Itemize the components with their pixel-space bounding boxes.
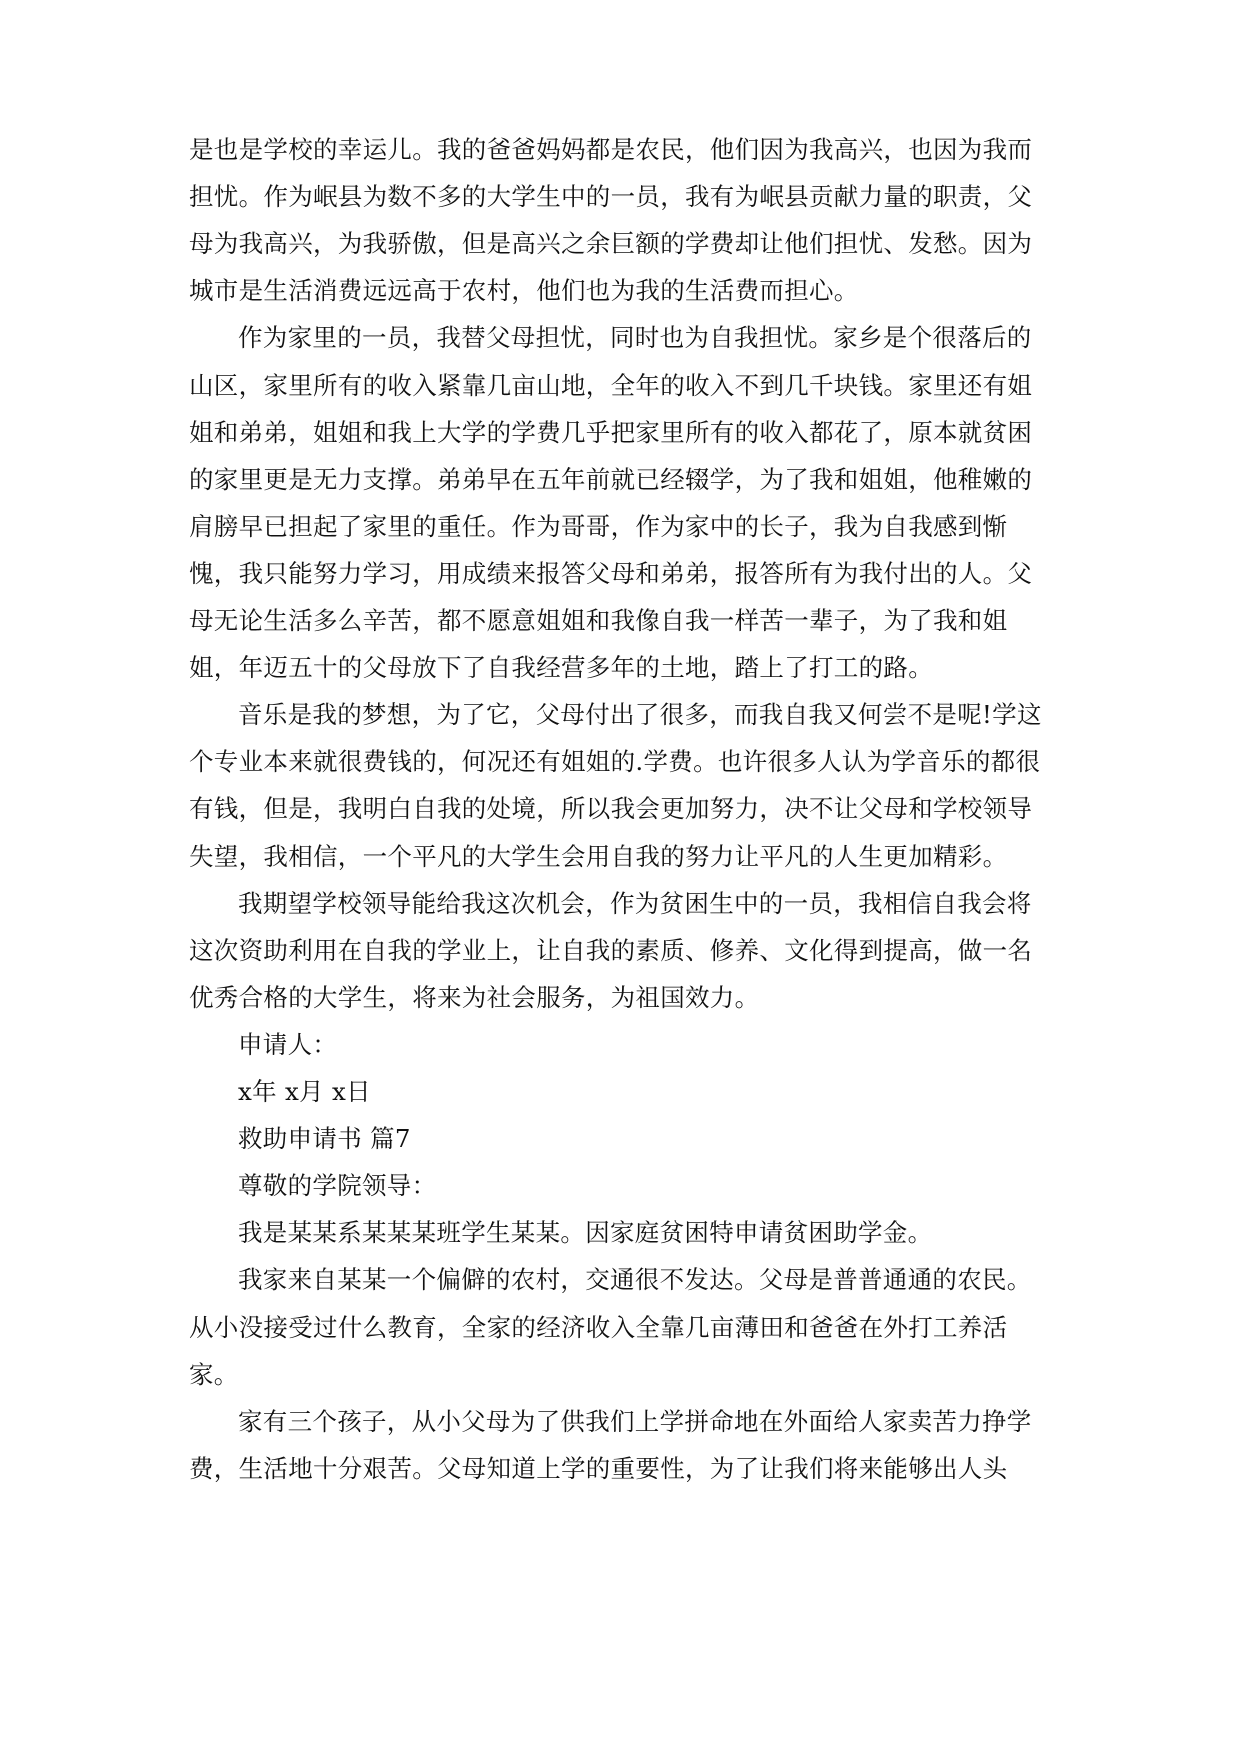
text-line: 姐，年迈五十的父母放下了自我经营多年的土地，踏上了打工的路。 xyxy=(189,653,933,683)
text-line: 我是某某系某某某班学生某某。因家庭贫困特申请贫困助学金。 xyxy=(238,1218,933,1248)
text-line: 这次资助利用在自我的学业上，让自我的素质、修养、文化得到提高，做一名 xyxy=(189,935,1033,965)
text-line: 救助申请书 篇7 xyxy=(238,1124,411,1154)
text-line: 我家来自某某一个偏僻的农村，交通很不发达。父母是普普通通的农民。 xyxy=(238,1265,1032,1295)
text-line: 母无论生活多么辛苦，都不愿意姐姐和我像自我一样苦一辈子，为了我和姐 xyxy=(189,606,1008,635)
text-line: 优秀合格的大学生，将来为社会服务，为祖国效力。 xyxy=(189,982,760,1012)
text-line: 从小没接受过什么教育，全家的经济收入全靠几亩薄田和爸爸在外打工养活 xyxy=(189,1312,1008,1342)
text-line: 我期望学校领导能给我这次机会，作为贫困生中的一员，我相信自我会将 xyxy=(238,888,1032,918)
text-line: 费，生活地十分艰苦。父母知道上学的重要性，为了让我们将来能够出人头 xyxy=(189,1453,1008,1483)
text-line: 愧，我只能努力学习，用成绩来报答父母和弟弟，报答所有为我付出的人。父 xyxy=(189,558,1033,588)
text-line: 是也是学校的幸运儿。我的爸爸妈妈都是农民，他们因为我高兴，也因为我而 xyxy=(189,135,1033,164)
text-line: 个专业本来就很费钱的，何况还有姐姐的.学费。也许很多人认为学音乐的都很 xyxy=(189,747,1041,777)
text-line: 的家里更是无力支撑。弟弟早在五年前就已经辍学，为了我和姐姐，他稚嫩的 xyxy=(189,464,1033,494)
text-line: 母为我高兴，为我骄傲，但是高兴之余巨额的学费却让他们担忧、发愁。因为 xyxy=(189,229,1033,259)
text-line: 作为家里的一员，我替父母担忧，同时也为自我担忧。家乡是个很落后的 xyxy=(238,323,1032,353)
text-line: 姐和弟弟，姐姐和我上大学的学费几乎把家里所有的收入都花了，原本就贫困 xyxy=(189,417,1033,447)
text-line: 山区，家里所有的收入紧靠几亩山地，全年的收入不到几千块钱。家里还有姐 xyxy=(189,370,1033,400)
text-line: 城市是生活消费远远高于农村，他们也为我的生活费而担心。 xyxy=(189,276,859,306)
text-line: 家。 xyxy=(189,1359,239,1389)
text-line: 失望，我相信，一个平凡的大学生会用自我的努力让平凡的人生更加精彩。 xyxy=(189,841,1008,871)
text-line: 申请人： xyxy=(238,1029,338,1059)
text-line: 尊敬的学院领导： xyxy=(238,1171,437,1201)
text-line: 音乐是我的梦想，为了它，父母付出了很多，而我自我又何尝不是呢!学这 xyxy=(238,700,1042,730)
text-line: x年 x月 x日 xyxy=(238,1077,371,1106)
text-line: 有钱，但是，我明白自我的处境，所以我会更加努力，决不让父母和学校领导 xyxy=(189,794,1033,824)
text-line: 担忧。作为岷县为数不多的大学生中的一员，我有为岷县贡献力量的职责，父 xyxy=(189,182,1033,212)
text-line: 肩膀早已担起了家里的重任。作为哥哥，作为家中的长子，我为自我感到惭 xyxy=(189,511,1008,541)
text-line: 家有三个孩子，从小父母为了供我们上学拼命地在外面给人家卖苦力挣学 xyxy=(238,1406,1032,1436)
